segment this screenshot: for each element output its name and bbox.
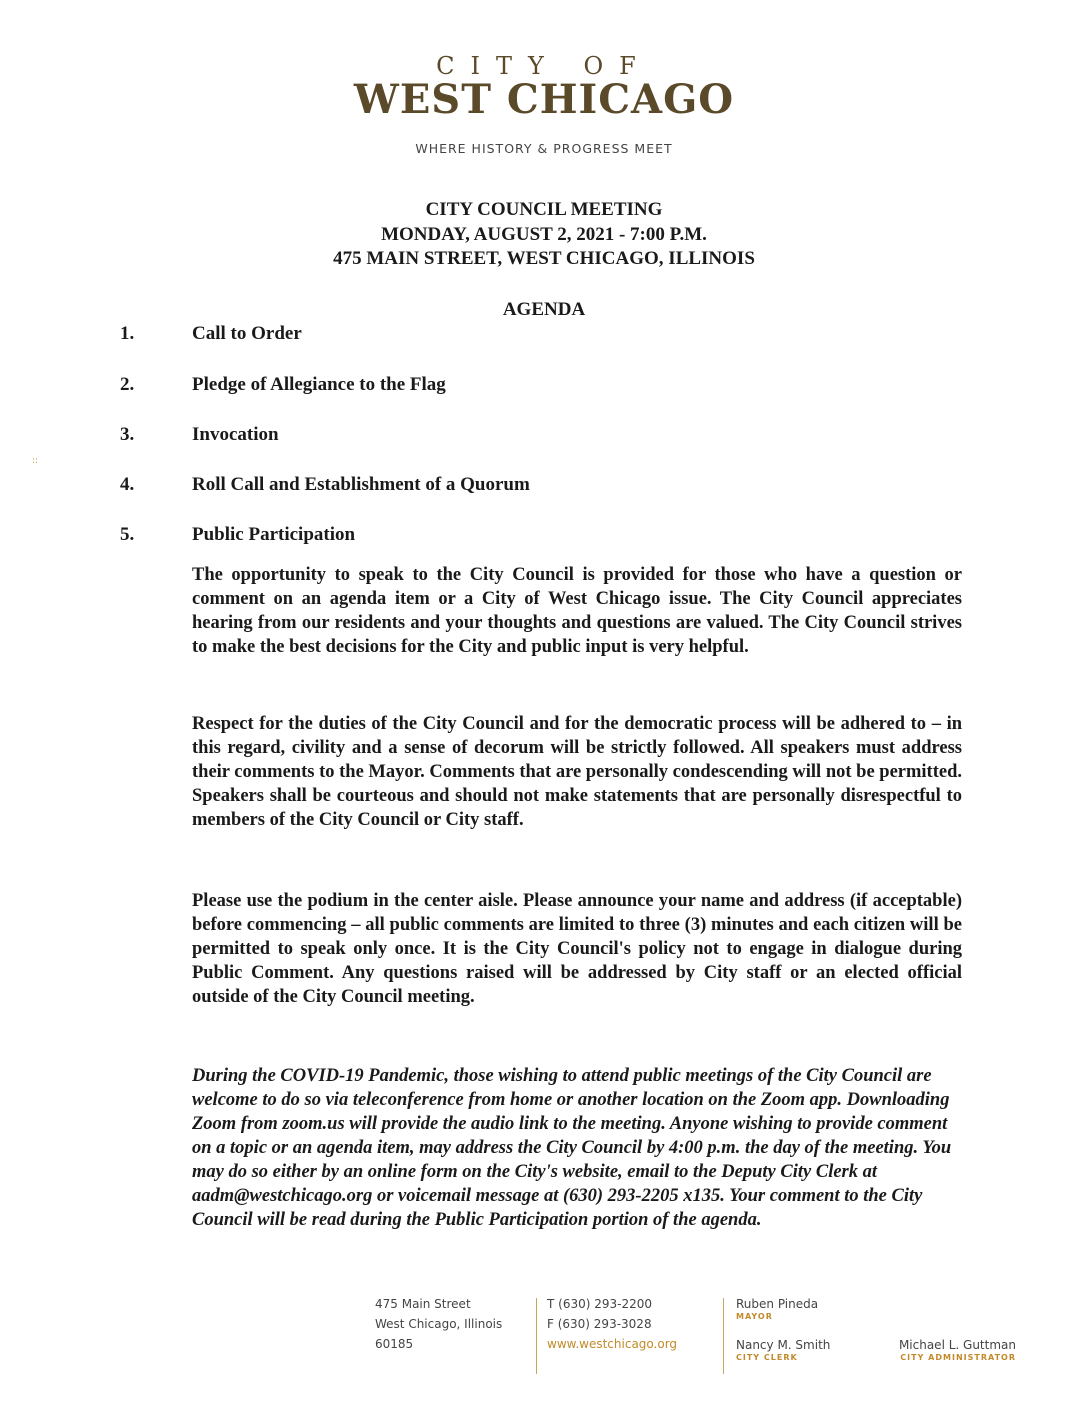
decorum-paragraph: Respect for the duties of the City Council and for the democratic process will be adhered to – in this regard, civility and a sense of decorum will be strictly followed. All speakers must address their comments to the Mayor. Comments that are personally condescending will not be permitted. Speakers shall be courteous and should not make statements that are personally disrespectful to members of the City Council or City staff.: [192, 714, 962, 830]
footer-administrator: [874, 1337, 1016, 1362]
footer-website-link[interactable]: www.westchicago.org: [547, 1337, 678, 1351]
footer-address: [375, 1294, 502, 1354]
clerk-name: Nancy M. Smith: [736, 1338, 831, 1352]
agenda-item-number: 3.: [120, 424, 135, 445]
agenda-item-number: 4.: [120, 474, 135, 495]
logo-city-name: WEST CHICAGO: [353, 76, 735, 123]
logo-city-of: CITY OF: [436, 52, 652, 80]
agenda-heading: AGENDA: [502, 299, 586, 320]
agenda-item-number: 2.: [120, 374, 135, 395]
footer-contact: [547, 1294, 677, 1354]
agenda-item-label: Public Participation: [192, 524, 356, 545]
logo-tagline: WHERE HISTORY & PROGRESS MEET: [415, 141, 673, 156]
scan-speck: ::: [32, 456, 39, 466]
footer-address-line: 60185: [375, 1337, 414, 1351]
clerk-title: CITY CLERK: [736, 1353, 798, 1362]
mayor-title: MAYOR: [736, 1312, 773, 1321]
meeting-title: CITY COUNCIL MEETING: [425, 199, 663, 220]
administrator-name: Michael L. Guttman: [898, 1338, 1016, 1352]
footer-divider: [723, 1298, 724, 1374]
agenda-item-label: Pledge of Allegiance to the Flag: [192, 374, 446, 395]
participation-paragraph: The opportunity to speak to the City Council is provided for those who have a question or comment on an agenda item or a City of West Chicago issue. The City Council appreciates hearing from our residents and your thoughts and questions are valued. The City Council strives to make the best decisions for the City and public input is very helpful.: [192, 565, 962, 657]
agenda-item-label: Invocation: [192, 424, 279, 445]
procedure-paragraph: Please use the podium in the center aisle. Please announce your name and address (if acceptable) before commencing – all public comments are limited to three (3) minutes and each citizen will be permitted to speak only once. It is the City Council's policy not to engage in dialogue during Public Comment. Any questions raised will be addressed by City staff or an elected official outside of the City Council meeting.: [192, 891, 962, 1007]
agenda-item-label: Call to Order: [192, 323, 302, 344]
footer-phone: T (630) 293-2200: [547, 1297, 652, 1311]
agenda-item-number: 1.: [120, 323, 135, 344]
footer-fax: F (630) 293-3028: [547, 1317, 652, 1331]
agenda-item-number: 5.: [120, 524, 135, 545]
footer-address-line: 475 Main Street: [375, 1297, 471, 1311]
footer-clerk: [736, 1337, 830, 1362]
mayor-name: Ruben Pineda: [736, 1297, 819, 1311]
meeting-location: 475 MAIN STREET, WEST CHICAGO, ILLINOIS: [333, 248, 755, 269]
footer-divider: [536, 1298, 537, 1374]
footer-address-line: West Chicago, Illinois: [375, 1317, 503, 1331]
meeting-date: MONDAY, AUGUST 2, 2021 - 7:00 P.M.: [381, 224, 707, 245]
covid-notice: During the COVID-19 Pandemic, those wishing to attend public meetings of the City Council are welcome to do so via teleconference from home or another location on the Zoom app. Downloading Zoom from zoom.us will provide the audio link to the meeting. Anyone wishing to provide comment on a topic or an agenda item, may address the City Council by 4:00 p.m. the day of the meeting. You may do so either by an online form on the City's website, email to the Deputy City Clerk at aadm@westchicago.org or voicemail message at (630) 293-2205 x135. Your comment to the City Council will be read during the Public Participation portion of the agenda.: [192, 1066, 952, 1230]
agenda-item-label: Roll Call and Establishment of a Quorum: [192, 474, 530, 495]
footer-mayor: [736, 1296, 818, 1321]
administrator-title: CITY ADMINISTRATOR: [900, 1353, 1016, 1362]
